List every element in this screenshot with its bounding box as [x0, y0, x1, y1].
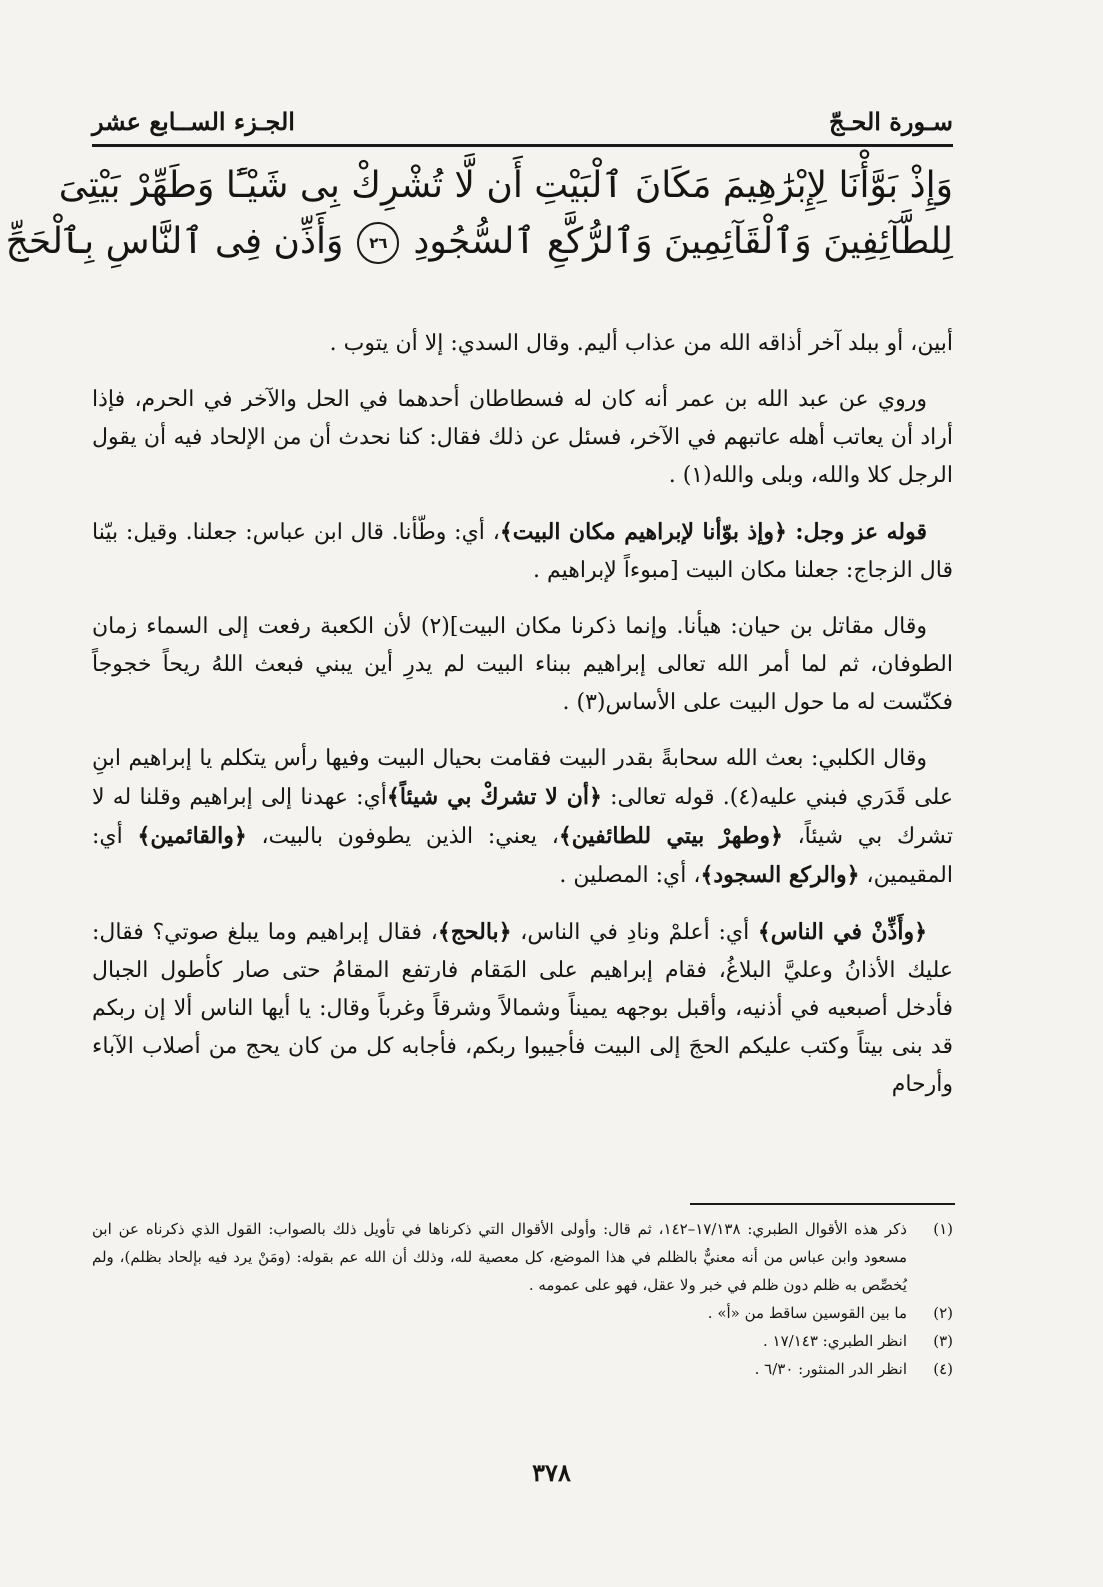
- quoted-verse: ﴿أن لا تشركْ بي شيئاً﴾: [386, 784, 602, 810]
- quoted-verse: ﴿والقائمين﴾: [137, 823, 247, 849]
- paragraph-2: وروي عن عبد الله بن عمر أنه كان له فسطاطان أحدهما في الحل والآخر في الحرم، فإذا أراد أن يعاتب أهله عاتبهم في الآخر، فسئل عن ذلك فقال: كنا نحدث أن من الإلحاد فيه أن يقول الرجل كلا والله، وبلى والله(١) .: [92, 387, 953, 488]
- page-number: ٣٧٨: [532, 1458, 571, 1487]
- footnote-number: (٤): [933, 1360, 953, 1378]
- paragraph-5-text-i: ، أي: المصلين .: [559, 863, 701, 888]
- paragraph-5-text-e: ، يعني: الذين يطوفون بالبيت،: [246, 824, 559, 849]
- running-header: [92, 92, 953, 136]
- footnote-number: (٣): [933, 1332, 953, 1350]
- paragraph-5: [92, 740, 953, 895]
- quran-verse: [5, 158, 953, 270]
- quoted-verse: ﴿وطهرْ بيتي للطائفين﴾: [558, 823, 783, 849]
- paragraph-1: أبين، أو ببلد آخر أذاقه الله من عذاب أليم. وقال السدي: إلا أن يتوب .: [329, 331, 953, 356]
- quoted-verse: ﴿وإذ بوّأنا لإبراهيم مكان البيت﴾: [499, 519, 787, 545]
- footnote-number: (٢): [933, 1304, 953, 1322]
- paragraph-6: [92, 913, 953, 1104]
- paragraph-3-lead: قوله عز وجل:: [786, 519, 927, 545]
- paragraph-3: [92, 513, 953, 590]
- paragraph-5-text-g: أي: المقيمين،: [92, 824, 953, 888]
- paragraph-3-rest: ، أي: وطّأنا. قال ابن عباس: جعلنا. وقيل: بيّنا قال الزجاج: جعلنا مكان البيت [مبوءاً لإبراهيم .: [92, 520, 953, 583]
- footnote-text: انظر الدر المنثور: ٦/٣٠ .: [754, 1360, 907, 1378]
- footnote-text: انظر الطبري: ١٧/١٤٣ .: [763, 1332, 907, 1350]
- header-rule: [92, 144, 953, 147]
- paragraph-6-text-d: ، فقال إبراهيم وما يبلغ صوتي؟ فقال: عليك الأذانُ وعليَّ البلاغُ، فقام إبراهيم على المَقام فارتفع المقامُ حتى صار كأطول الجبال فأدخل أصبعيه في أذنيه، وأقبل بوجهه يميناً وشمالاً وشرقاً وغرباً وقال: يا أيها الناس ألا إن ربكم قد بنى بيتاً وكتب عليكم الحجَ إلى البيت فأجيبوا ربكم، فأجابه كل من كان يحج من أصلاب الآباء وأرحام: [92, 920, 953, 1097]
- quoted-verse: ﴿وأَذِّنْ في الناس﴾: [757, 919, 927, 945]
- quoted-verse: ﴿والركع السجود﴾: [700, 862, 860, 888]
- footnote-text: ما بين القوسين ساقط من «أ» .: [707, 1304, 907, 1322]
- verse-line-1: وَإِذْ بَوَّأْنَا لِإِبْرَٰهِيمَ مَكَانَ ٱلْبَيْتِ أَن لَّا تُشْرِكْ بِى شَيْـًٔا وَطَهِّرْ بَيْتِىَ: [58, 165, 953, 206]
- part-title: الجـزء الســابع عشر: [92, 107, 295, 136]
- commentary-body: [92, 325, 953, 1122]
- verse-line-2-part-a: لِلطَّآئِفِينَ وَٱلْقَآئِمِينَ وَٱلرُّكَّعِ ٱلسُّجُودِ: [413, 221, 953, 262]
- quoted-verse: ﴿بالحج﴾: [437, 919, 512, 945]
- footnote-3: [92, 1327, 953, 1355]
- verse-line-2-part-b: وَأَذِّن فِى ٱلنَّاسِ بِٱلْحَجِّ: [5, 221, 344, 262]
- surah-title: سـورة الحـجّ: [828, 107, 953, 136]
- footnotes: [92, 1215, 953, 1383]
- verse-line-2: [5, 214, 953, 270]
- paragraph-5-text-a: وقال الكلبي: بعث الله سحابةً بقدر البيت فقامت بحيال البيت وفيها رأس يتكلم يا إبراهيم ابنِ على قَدَري فبني عليه(٤). قوله تعالى:: [92, 746, 953, 810]
- footnote-2: [92, 1299, 953, 1327]
- paragraph-5-text-c: أي: عهدنا إلى إبراهيم وقلنا له لا تشرك بي شيئاً،: [92, 785, 953, 849]
- footnote-1: [92, 1215, 953, 1299]
- footnote-rule: [690, 1203, 955, 1205]
- footnote-number: (١): [933, 1220, 953, 1238]
- paragraph-4: وقال مقاتل بن حيان: هيأنا. وإنما ذكرنا مكان البيت](٢) لأن الكعبة رفعت إلى السماء زمان الطوفان، ثم لما أمر الله تعالى إبراهيم ببناء البيت لم يدرِ أين يبني فبعث اللهُ ريحاً خجوجاً فكنّست له ما حول البيت على الأساس(٣) .: [92, 614, 953, 715]
- footnote-text: ذكر هذه الأقوال الطبري: ١٧/١٣٨–١٤٢، ثم قال: وأولى الأقوال التي ذكرناها في تأويل ذلك بالصواب: القول الذي ذكرناه عن ابن مسعود وابن عباس من أنه معنيٌّ بالظلم في هذا الموضع، كل معصية لله، وذلك أن الله عم بقوله: (ومَنْ يرد فيه بإلحاد بظلم)، ولم يُخصِّص به ظلم دون ظلم في خبر ولا عقل، فهو على عمومه .: [92, 1220, 907, 1294]
- ayah-number-marker: ٢٦: [357, 222, 399, 264]
- paragraph-6-text-b: أي: أعلمْ ونادِ في الناس،: [511, 920, 758, 945]
- footnote-4: [92, 1355, 953, 1383]
